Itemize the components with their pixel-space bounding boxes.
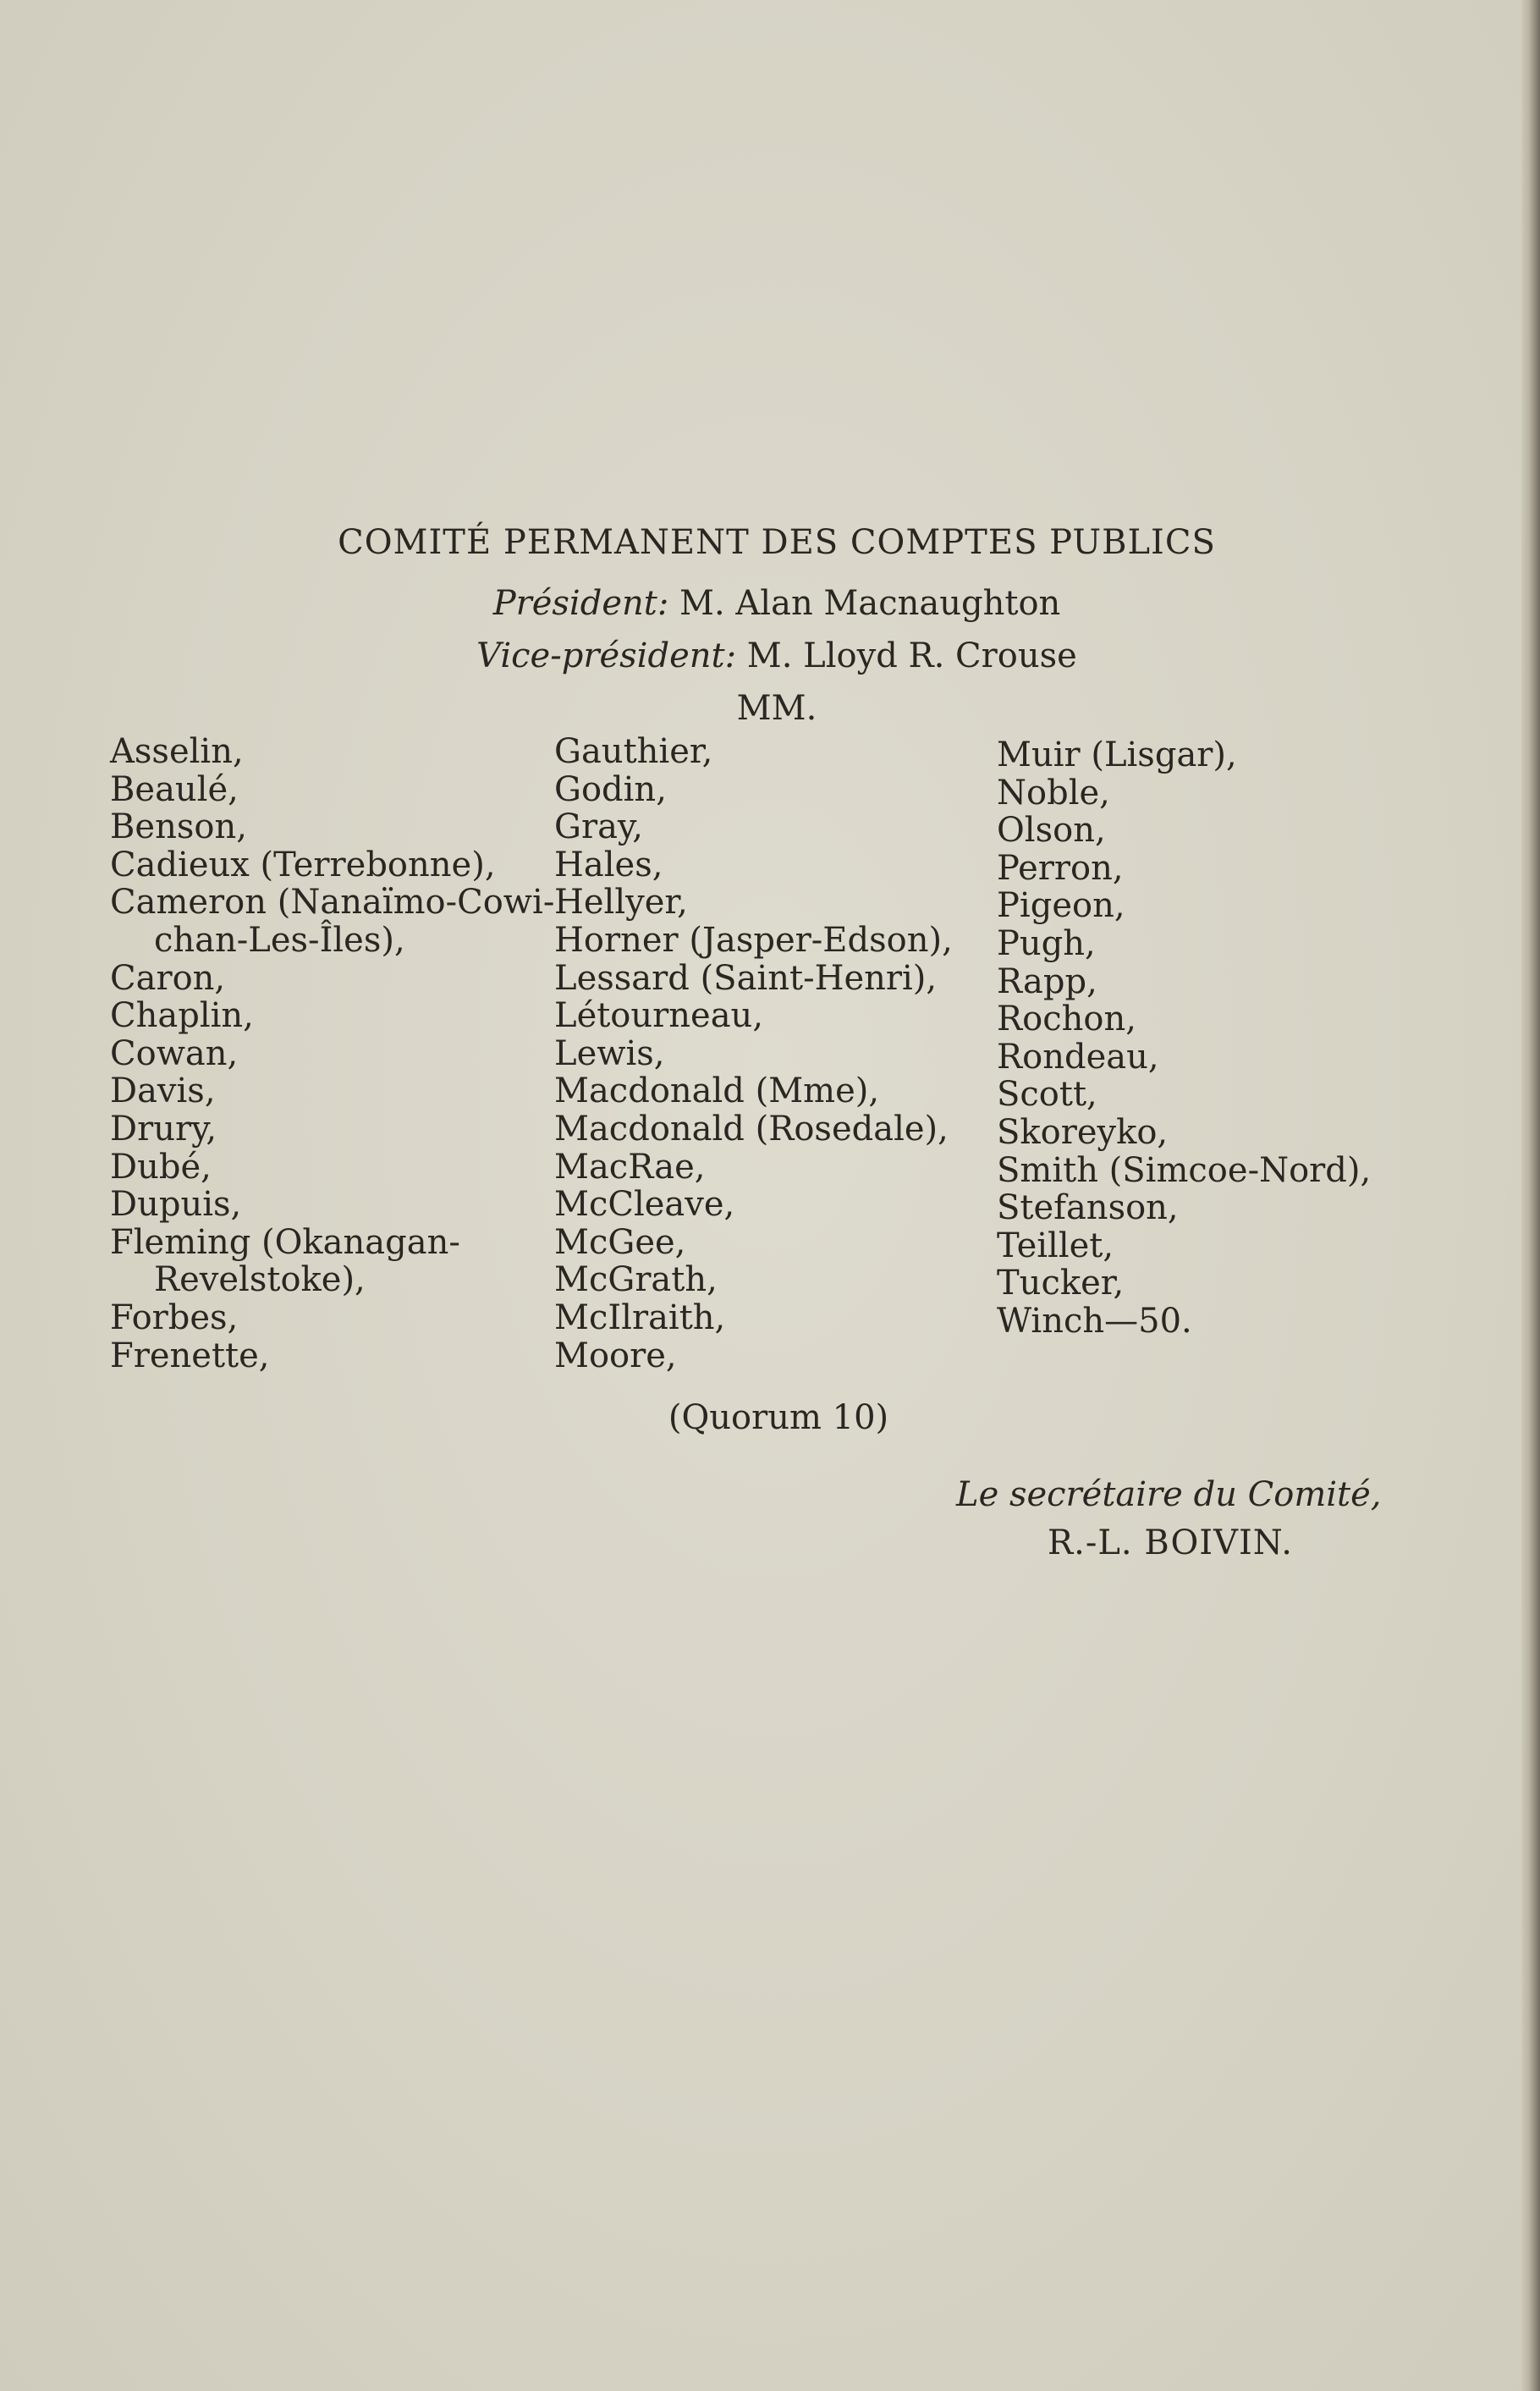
member-name: Macdonald (Mme), [554,1072,880,1111]
member-name: McIlraith, [554,1297,726,1337]
vice-president-name: M. Lloyd R. Crouse [746,636,1077,675]
member-name: Rapp, [997,961,1097,1001]
member-name: Teillet, [997,1226,1114,1265]
vice-president-role: Vice-président: [476,636,737,675]
member-name: Tucker, [997,1264,1125,1303]
secretary-name: R.-L. BOIVIN. [1048,1523,1293,1562]
member-name: Stefanson, [997,1188,1179,1228]
member-name: Pugh, [997,923,1096,963]
president-line [0,584,1540,623]
member-name: Smith (Simcoe-Nord), [997,1150,1372,1190]
member-name: Lessard (Saint-Henri), [554,958,938,998]
member-name: Pigeon, [997,886,1125,926]
member-name: Cameron (Nanaïmo-Cowi- [110,883,555,923]
member-name: Gauthier, [554,732,713,771]
member-name: Gray, [554,807,643,847]
member-name: Cowan, [110,1033,239,1073]
member-name: Davis, [110,1072,216,1111]
member-name: Perron, [997,848,1124,888]
member-name: MacRae, [554,1147,706,1187]
member-name: Moore, [554,1336,677,1375]
president-name: M. Alan Macnaughton [679,584,1061,623]
member-name: Muir (Lisgar), [997,735,1237,774]
member-name: Lewis, [554,1033,665,1073]
member-name: Scott, [997,1075,1097,1115]
members-column-1 [110,733,554,1375]
member-name: Chaplin, [110,996,254,1036]
member-name: McCleave, [554,1185,735,1225]
member-name: Asselin, [110,732,244,771]
member-name: Hales, [554,845,663,884]
member-name: Skoreyko, [997,1112,1169,1152]
member-name: Dubé, [110,1147,212,1187]
member-name: McGee, [554,1222,686,1262]
member-name: Dupuis, [110,1185,242,1225]
member-name: Hellyer, [554,883,688,923]
vice-president-line [0,636,1540,675]
member-name-continued: chan-Les-Îles), [154,920,405,960]
member-name: Beaulé, [110,769,239,809]
member-name: Rochon, [997,1000,1136,1039]
member-name: Caron, [110,958,226,998]
president-role: Président: [492,584,669,623]
members-salutation: MM. [736,689,817,728]
member-name: Drury, [110,1109,217,1149]
members-column-3 [997,733,1371,1341]
member-name: Macdonald (Rosedale), [554,1109,949,1149]
member-name: Benson, [110,807,247,847]
member-name: Forbes, [110,1297,239,1337]
member-name: Cadieux (Terrebonne), [110,845,496,884]
secretary-title: Le secrétaire du Comité, [956,1475,1382,1514]
member-name: McGrath, [554,1260,718,1300]
page-edge-shadow [1521,0,1540,2391]
committee-title: COMITÉ PERMANENT DES COMPTES PUBLICS [338,523,1216,562]
members-column-2 [554,733,953,1375]
member-name: Fleming (Okanagan- [110,1222,460,1262]
member-name: Olson, [997,811,1106,851]
member-name: Létourneau, [554,996,764,1036]
member-name: Godin, [554,769,667,809]
member-name-continued: Revelstoke), [154,1260,366,1300]
member-name: Noble, [997,773,1110,813]
quorum-note: (Quorum 10) [668,1398,889,1437]
member-name: Horner (Jasper-Edson), [554,920,953,960]
member-name: Winch—50. [997,1301,1192,1341]
member-name: Frenette, [110,1336,270,1375]
member-name: Rondeau, [997,1037,1159,1077]
